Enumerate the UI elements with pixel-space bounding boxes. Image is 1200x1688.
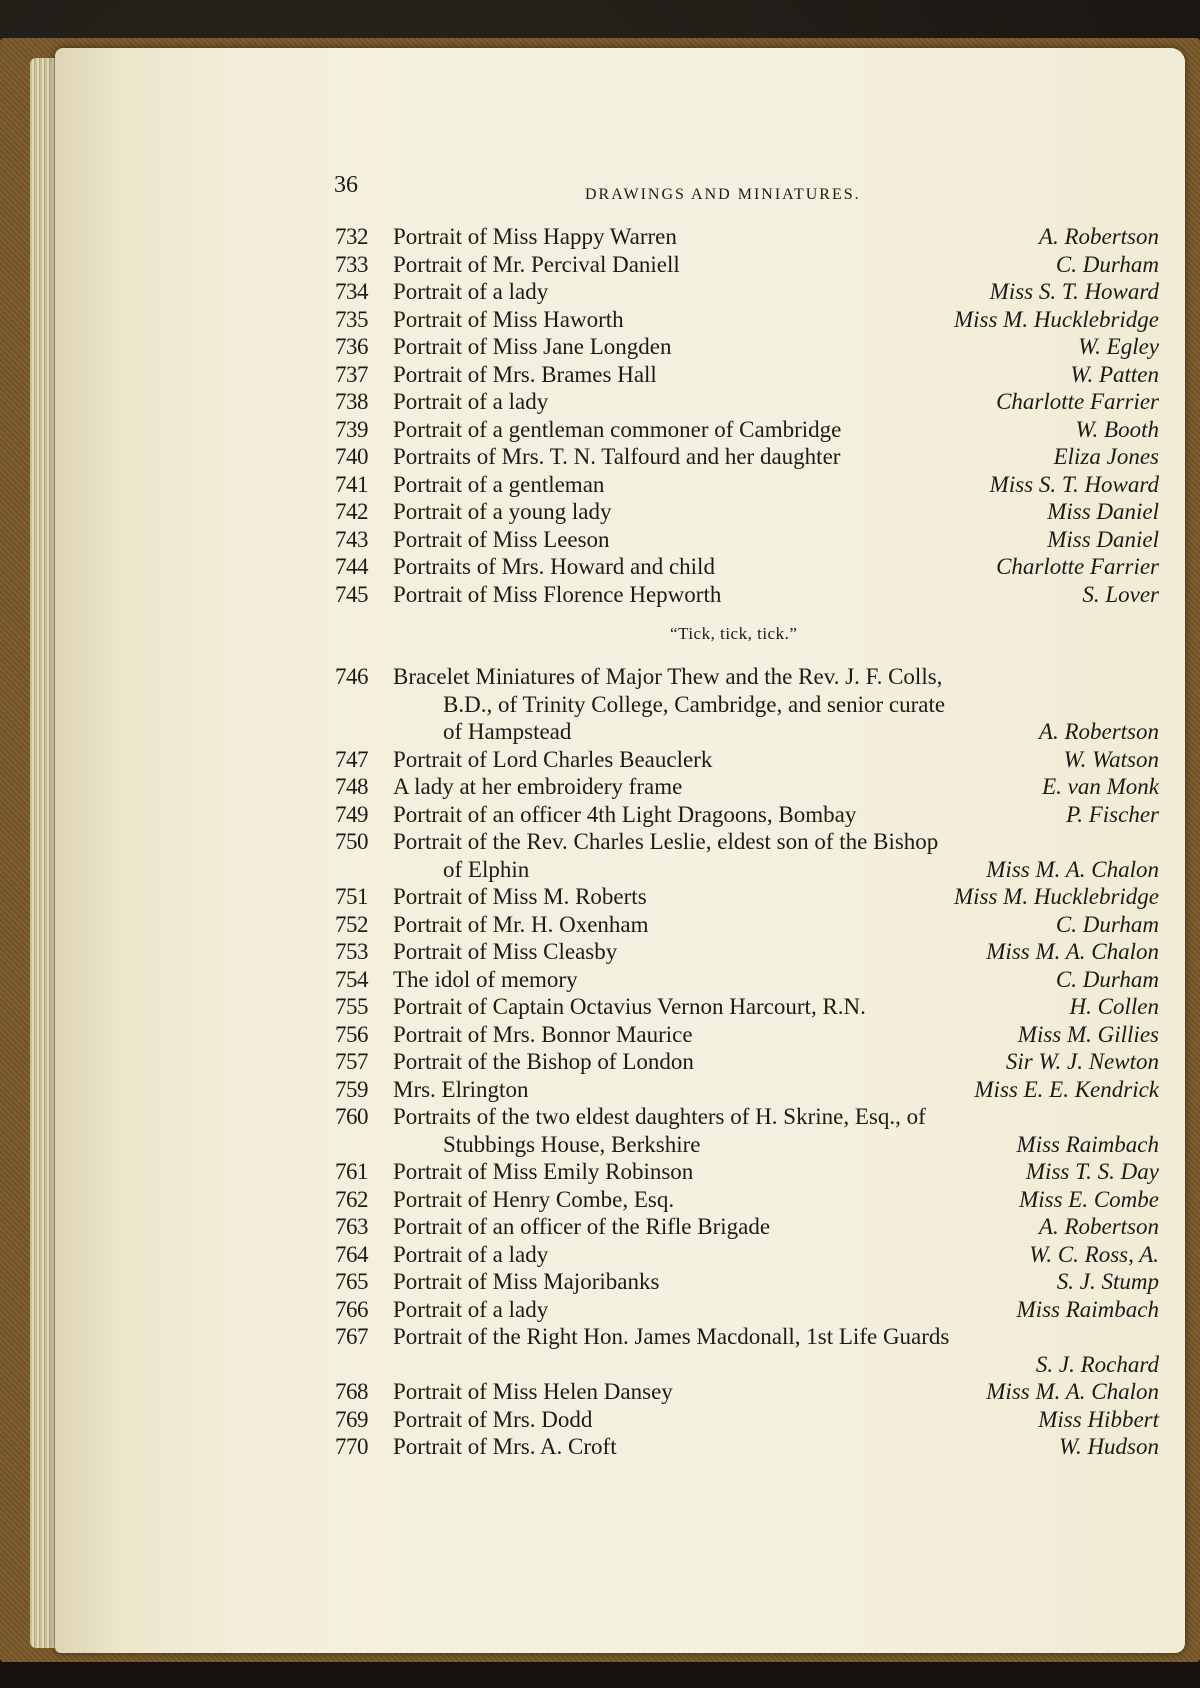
entry-number: 742 (335, 499, 368, 524)
entry-number: 760 (335, 1104, 368, 1129)
catalogue-entry (335, 1159, 1159, 1187)
catalogue-entry (335, 939, 1159, 967)
catalogue-entry (335, 417, 1159, 445)
catalogue-entry (335, 499, 1159, 527)
catalogue-entry (335, 1022, 1159, 1050)
catalogue-entry (335, 444, 1159, 472)
entry-number: 740 (335, 444, 368, 469)
entry-title: Portrait of a gentleman (393, 471, 605, 497)
entry-title: Portrait of Miss Jane Longden (393, 334, 672, 359)
entry-title: Portrait of a young lady (393, 499, 612, 524)
catalogue-entry (335, 884, 1159, 912)
entry-number: 761 (335, 1159, 368, 1184)
catalogue-entry (335, 1049, 1159, 1077)
catalogue-entry (335, 747, 1159, 775)
entry-artist: E. van Monk (1042, 774, 1159, 799)
epigraph: “Tick, tick, tick.” (670, 624, 798, 643)
entry-artist: W. Booth (1075, 416, 1159, 442)
catalogue-entry (335, 389, 1159, 417)
entry-number: 768 (335, 1379, 368, 1404)
entry-artist: A. Robertson (1038, 224, 1159, 249)
entry-artist: Miss M. A. Chalon (986, 939, 1159, 964)
entry-artist: Miss Raimbach (1016, 1131, 1159, 1157)
entry-number: 767 (335, 1324, 368, 1349)
catalogue-entry (335, 774, 1159, 802)
entry-artist: A. Robertson (1038, 1214, 1159, 1239)
entry-artist: W. Egley (1078, 334, 1159, 359)
catalogue-entry (335, 829, 1159, 884)
catalogue-entry (335, 1104, 1159, 1159)
entry-number: 736 (335, 334, 368, 359)
catalogue-list-second (335, 664, 1159, 1462)
entry-number: 756 (335, 1021, 368, 1047)
entry-title-continued: of Elphin (443, 856, 530, 882)
entry-title: Portrait of the Right Hon. James Macdonall, 1st Life Guards (393, 1324, 950, 1349)
entry-title: Portraits of Mrs. T. N. Talfourd and her daughter (393, 444, 841, 469)
entry-artist: Sir W. J. Newton (1005, 1049, 1159, 1074)
entry-artist: Miss M. Hucklebridge (953, 884, 1159, 909)
catalogue-entry (335, 1214, 1159, 1242)
entry-number: 763 (335, 1214, 368, 1239)
catalogue-entry (335, 1242, 1159, 1270)
entry-title: Portrait of Miss Florence Hepworth (393, 581, 722, 607)
entry-number: 746 (335, 664, 368, 689)
entry-title: Portrait of Mrs. Dodd (393, 1406, 593, 1432)
entry-artist: S. J. Stump (1056, 1269, 1159, 1294)
page-number: 36 (334, 172, 358, 198)
catalogue-entry (335, 252, 1159, 280)
entry-artist: H. Collen (1069, 994, 1159, 1019)
entry-title: Portrait of Miss Helen Dansey (393, 1379, 673, 1404)
entry-title: The idol of memory (393, 966, 578, 992)
entry-artist: W. C. Ross, A. (1029, 1241, 1159, 1267)
entry-artist: W. Watson (1063, 746, 1159, 772)
entry-number: 741 (335, 471, 368, 497)
entry-number: 738 (335, 389, 368, 414)
catalogue-entry (335, 334, 1159, 362)
entry-artist: Miss Raimbach (1016, 1296, 1159, 1322)
catalogue-entry (335, 224, 1159, 252)
catalogue-entry (335, 664, 1159, 747)
catalogue-entry (335, 1407, 1159, 1435)
entry-title: Mrs. Elrington (393, 1076, 529, 1102)
entry-number: 750 (335, 829, 368, 854)
entry-title: Portrait of an officer 4th Light Dragoons, Bombay (393, 801, 857, 827)
catalogue-entry (335, 307, 1159, 335)
entry-number: 732 (335, 224, 368, 249)
entry-title: Portrait of Miss Emily Robinson (393, 1159, 694, 1184)
entry-title: Portraits of the two eldest daughters of H. Skrine, Esq., of (393, 1104, 926, 1129)
entry-title: Portrait of the Rev. Charles Leslie, eldest son of the Bishop (393, 829, 939, 854)
entry-artist: Miss S. T. Howard (989, 279, 1159, 304)
entry-artist: Miss M. Hucklebridge (953, 306, 1159, 332)
entry-title: Portrait of an officer of the Rifle Brigade (393, 1214, 771, 1239)
entry-number: 765 (335, 1269, 368, 1294)
catalogue-entry (335, 1187, 1159, 1215)
catalogue-entry (335, 1434, 1159, 1462)
entry-number: 734 (335, 279, 368, 304)
entry-title: Portrait of a lady (393, 279, 549, 304)
entry-title: Portrait of a lady (393, 1241, 549, 1267)
catalogue-entry (335, 967, 1159, 995)
entry-artist: C. Durham (1055, 251, 1159, 277)
entry-title: Portrait of a lady (393, 1296, 549, 1322)
entry-artist: C. Durham (1055, 966, 1159, 992)
entry-title: Portrait of the Bishop of London (393, 1049, 694, 1074)
catalogue-entry (335, 527, 1159, 555)
entry-artist: Miss S. T. Howard (989, 471, 1159, 497)
entry-artist: Miss M. A. Chalon (986, 1379, 1159, 1404)
entry-artist: C. Durham (1055, 911, 1159, 937)
catalogue-entry (335, 1269, 1159, 1297)
running-head: DRAWINGS AND MINIATURES. (585, 186, 861, 203)
catalogue-entry (335, 1077, 1159, 1105)
entry-title-continued: B.D., of Trinity College, Cambridge, and senior curate (443, 691, 946, 717)
entry-number: 744 (335, 554, 368, 579)
entry-artist: S. Lover (1082, 581, 1159, 607)
catalogue-entry (335, 912, 1159, 940)
entry-title: Portrait of Mrs. A. Croft (393, 1434, 617, 1459)
entry-number: 754 (335, 966, 368, 992)
entry-title: Portrait of Lord Charles Beauclerk (393, 746, 713, 772)
entry-artist: W. Patten (1070, 361, 1159, 387)
catalogue-list-first (335, 224, 1159, 609)
entry-title: Portrait of Miss Cleasby (393, 939, 618, 964)
entry-number: 739 (335, 416, 368, 442)
entry-artist: P. Fischer (1066, 801, 1159, 827)
entry-number: 749 (335, 801, 368, 827)
entry-title-continued: Stubbings House, Berkshire (443, 1131, 701, 1157)
entry-number: 759 (335, 1076, 368, 1102)
entry-artist: Charlotte Farrier (996, 554, 1159, 579)
catalogue-entry (335, 994, 1159, 1022)
entry-artist: Eliza Jones (1053, 444, 1159, 469)
entry-title: Portrait of Miss M. Roberts (393, 884, 647, 909)
catalogue-entry (335, 362, 1159, 390)
entry-title: Portrait of Miss Happy Warren (393, 224, 677, 249)
entry-artist: Miss T. S. Day (1025, 1159, 1159, 1184)
catalogue-entry (335, 1297, 1159, 1325)
entry-title: Portrait of Miss Leeson (393, 526, 610, 552)
entry-artist: Miss M. Gillies (1017, 1021, 1159, 1047)
entry-number: 755 (335, 994, 368, 1019)
entry-artist: Miss Daniel (1047, 499, 1159, 524)
entry-title: Portrait of Captain Octavius Vernon Harcourt, R.N. (393, 994, 866, 1019)
entry-title: Portrait of Mr. Percival Daniell (393, 251, 680, 277)
catalogue-entry (335, 802, 1159, 830)
entry-title: Portrait of Mrs. Brames Hall (393, 361, 657, 387)
entry-title: Portrait of Henry Combe, Esq. (393, 1186, 675, 1212)
entry-artist: Miss E. Combe (1019, 1186, 1159, 1212)
entry-title: Portrait of Miss Haworth (393, 306, 624, 332)
entry-artist: Miss E. E. Kendrick (974, 1076, 1159, 1102)
entry-artist: W. Hudson (1058, 1434, 1159, 1459)
catalogue-entry (335, 1379, 1159, 1407)
entry-number: 745 (335, 581, 368, 607)
entry-number: 737 (335, 361, 368, 387)
entry-title: Portrait of Mr. H. Oxenham (393, 911, 649, 937)
entry-title-continued: of Hampstead (443, 719, 572, 744)
catalogue-entry (335, 1324, 1159, 1379)
entry-title: A lady at her embroidery frame (393, 774, 683, 799)
entry-artist: Miss M. A. Chalon (986, 856, 1159, 882)
entry-number: 766 (335, 1296, 368, 1322)
entry-number: 769 (335, 1406, 368, 1432)
entry-number: 757 (335, 1049, 368, 1074)
entry-number: 735 (335, 306, 368, 332)
entry-number: 733 (335, 251, 368, 277)
entry-artist: A. Robertson (1038, 719, 1159, 744)
entry-title: Portraits of Mrs. Howard and child (393, 554, 715, 579)
entry-number: 753 (335, 939, 368, 964)
entry-title: Portrait of Miss Majoribanks (393, 1269, 660, 1294)
entry-number: 764 (335, 1241, 368, 1267)
entry-artist: S. J. Rochard (1035, 1351, 1159, 1377)
entry-title: Portrait of a lady (393, 389, 549, 414)
catalogue-entry (335, 279, 1159, 307)
entry-artist: Miss Daniel (1047, 526, 1159, 552)
catalogue-entry (335, 554, 1159, 582)
entry-number: 743 (335, 526, 368, 552)
entry-title: Bracelet Miniatures of Major Thew and the Rev. J. F. Colls, (393, 664, 943, 689)
catalogue-entry (335, 472, 1159, 500)
entry-number: 747 (335, 746, 368, 772)
entry-artist: Charlotte Farrier (996, 389, 1159, 414)
entry-number: 762 (335, 1186, 368, 1212)
catalogue-entry (335, 582, 1159, 610)
entry-number: 748 (335, 774, 368, 799)
entry-number: 752 (335, 911, 368, 937)
entry-title: Portrait of a gentleman commoner of Cambridge (393, 416, 842, 442)
entry-number: 751 (335, 884, 368, 909)
entry-title: Portrait of Mrs. Bonnor Maurice (393, 1021, 693, 1047)
entry-number: 770 (335, 1434, 368, 1459)
entry-artist: Miss Hibbert (1038, 1406, 1159, 1432)
